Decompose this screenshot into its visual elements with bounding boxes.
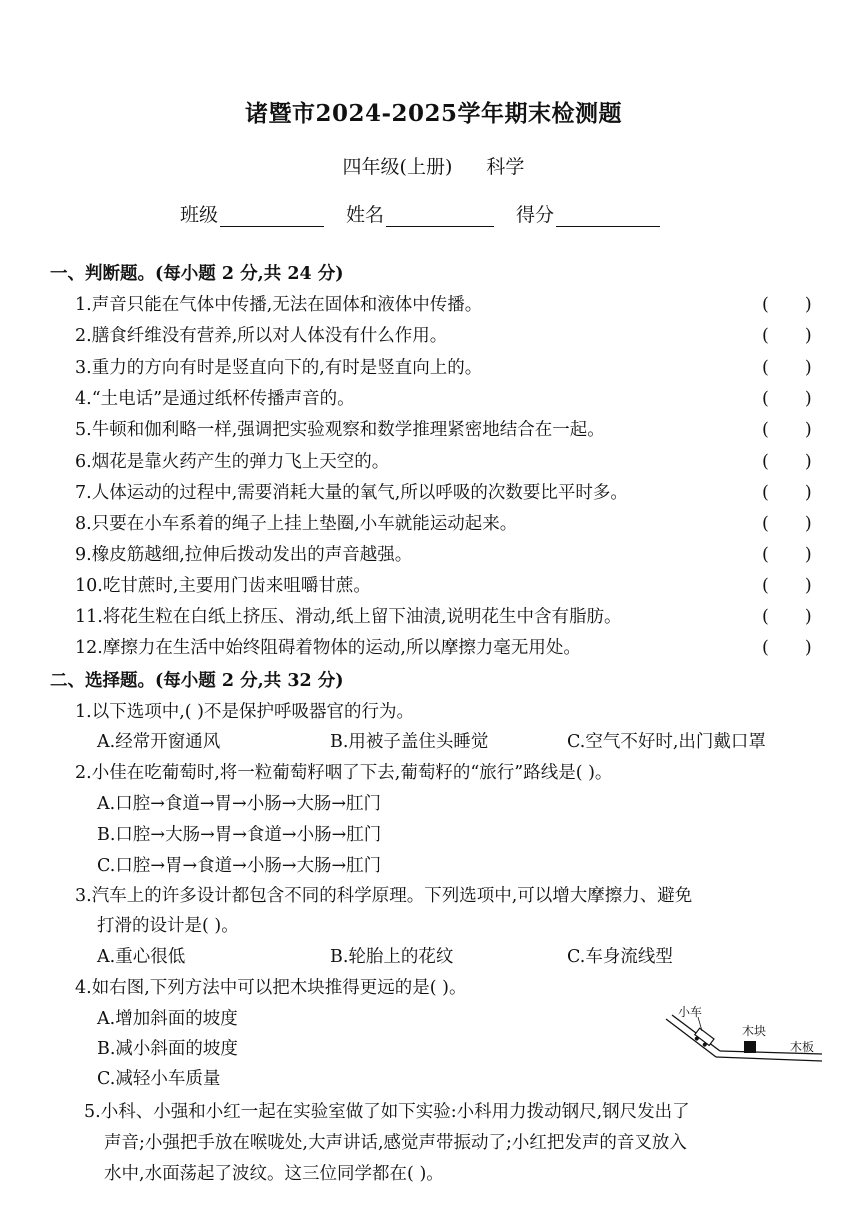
answer-paren-8[interactable]: ( ) [762,514,812,534]
tf-question-9: 9.橡皮筋越细,拉伸后拨动发出的声音越强。 [75,545,413,565]
class-blank[interactable] [220,206,324,227]
option-c[interactable]: C.口腔→胃→食道→小肠→大肠→肛门 [97,856,382,876]
option-a[interactable]: A.经常开窗通风 [97,732,221,752]
mc-question-5: 5.小科、小强和小红一起在实验室做了如下实验:小科用力拨动钢尺,钢尺发出了 [84,1102,690,1122]
section2-heading: 二、选择题。(每小题 2 分,共 32 分) [50,671,344,691]
answer-paren-3[interactable]: ( ) [762,358,812,378]
option-b[interactable]: B.用被子盖住头睡觉 [330,732,489,752]
mc-question-2: 2.小佳在吃葡萄时,将一粒葡萄籽咽了下去,葡萄籽的“旅行”路线是( )。 [75,763,613,783]
tf-question-7: 7.人体运动的过程中,需要消耗大量的氧气,所以呼吸的次数要比平时多。 [75,483,628,503]
block-icon [744,1041,756,1053]
option-c[interactable]: C.减轻小车质量 [97,1069,221,1089]
tf-question-12: 12.摩擦力在生活中始终阻碍着物体的运动,所以摩擦力毫无用处。 [75,638,581,658]
answer-paren-1[interactable]: ( ) [762,295,812,315]
option-c[interactable]: C.空气不好时,出门戴口罩 [567,732,766,752]
option-a[interactable]: A.重心很低 [97,947,186,967]
mc-question-3-continued: 打滑的设计是( )。 [97,916,239,936]
cart-icon [692,1028,714,1048]
tf-question-1: 1.声音只能在气体中传播,无法在固体和液体中传播。 [75,295,483,315]
class-field [180,200,324,227]
subject-label: 科学 [486,156,525,178]
tf-question-8: 8.只要在小车系着的绳子上挂上垫圈,小车就能运动起来。 [75,514,518,534]
score-field-label: 得分 [516,204,555,226]
exam-subtitle [0,152,867,179]
mc-question-1: 1.以下选项中,( )不是保护呼吸器官的行为。 [75,702,414,722]
tf-question-11: 11.将花生粒在白纸上挤压、滑动,纸上留下油渍,说明花生中含有脂肪。 [75,607,622,627]
tf-question-10: 10.吃甘蔗时,主要用门齿来咀嚼甘蔗。 [75,576,371,596]
option-b[interactable]: B.减小斜面的坡度 [97,1039,238,1059]
section1-heading: 一、判断题。(每小题 2 分,共 24 分) [50,264,344,284]
answer-paren-10[interactable]: ( ) [762,576,812,596]
mc-question-4: 4.如右图,下列方法中可以把木块推得更远的是( )。 [75,978,467,998]
answer-paren-2[interactable]: ( ) [762,326,812,346]
tf-question-5: 5.牛顿和伽利略一样,强调把实验观察和数学推理紧密地结合在一起。 [75,420,605,440]
score-field [516,200,660,227]
answer-paren-9[interactable]: ( ) [762,545,812,565]
block-label: 木块 [742,1024,767,1038]
option-a[interactable]: A.口腔→食道→胃→小肠→大肠→肛门 [97,794,382,814]
name-blank[interactable] [386,206,494,227]
exam-title: 诸暨市2024-2025学年期末检测题 [244,100,623,127]
mc-question-3: 3.汽车上的许多设计都包含不同的科学原理。下列选项中,可以增大摩擦力、避免 [75,886,693,906]
option-b[interactable]: B.口腔→大肠→胃→食道→小肠→肛门 [97,825,382,845]
student-info-fields [180,200,700,227]
tf-question-6: 6.烟花是靠火药产生的弹力飞上天空的。 [75,452,390,472]
tf-question-2: 2.膳食纤维没有营养,所以对人体没有什么作用。 [75,326,448,346]
mc-question-3-options [97,945,673,969]
grade-label: 四年级(上册) [342,156,453,178]
option-b[interactable]: B.轮胎上的花纹 [330,947,454,967]
cart-label: 小车 [678,1005,703,1019]
mc-question-1-options [97,730,766,754]
answer-paren-6[interactable]: ( ) [762,452,812,472]
board-line [716,1057,822,1061]
score-blank[interactable] [556,206,660,227]
mc-question-5-continued: 水中,水面荡起了波纹。这三位同学都在( )。 [104,1164,444,1184]
option-c[interactable]: C.车身流线型 [567,947,673,967]
mc-question-5-continued: 声音;小强把手放在喉咙处,大声讲话,感觉声带振动了;小红把发声的音叉放入 [104,1133,687,1153]
answer-paren-4[interactable]: ( ) [762,389,812,409]
name-field-label: 姓名 [346,204,385,226]
answer-paren-7[interactable]: ( ) [762,483,812,503]
answer-paren-5[interactable]: ( ) [762,420,812,440]
tf-question-3: 3.重力的方向有时是竖直向下的,有时是竖直向上的。 [75,358,483,378]
answer-paren-11[interactable]: ( ) [762,607,812,627]
class-field-label: 班级 [180,204,219,226]
option-a[interactable]: A.增加斜面的坡度 [97,1009,238,1029]
tf-question-4: 4.“土电话”是通过纸杯传播声音的。 [75,389,355,409]
ramp-cart-figure [660,1005,825,1075]
answer-paren-12[interactable]: ( ) [762,638,812,658]
board-label: 木板 [790,1040,815,1054]
name-field [346,200,494,227]
